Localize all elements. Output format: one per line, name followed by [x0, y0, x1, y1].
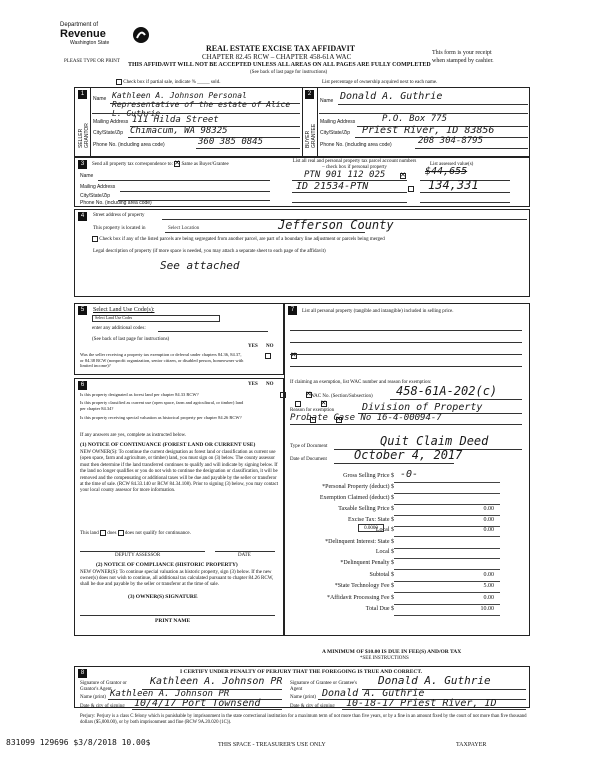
- s5-see-back: (See back of last page for instructions): [92, 337, 170, 342]
- s6-no: NO: [266, 382, 274, 387]
- grantee-name-label: Name (print): [290, 695, 316, 700]
- grantor-sig-value[interactable]: Kathleen A. Johnson PR: [150, 676, 283, 687]
- reason-value-2[interactable]: Probate Case No 16-4-00094-7: [290, 413, 442, 423]
- calc-row-underline: [394, 536, 500, 537]
- section-2-number: 2: [305, 90, 314, 99]
- s7-list-personal: List all personal property (tangible and intangible) included in selling price.: [302, 309, 454, 314]
- seller-phone-label: Phone No. (including area code): [93, 142, 165, 148]
- seller-city-value[interactable]: Chimacum, WA 98325: [130, 126, 228, 136]
- notice1-body: NEW OWNER(S): To continue the current designation as forest land or classification as current use (open space, farm and agriculture, or timber) land, you must sign on (3) below. The county assessor must then determine if the land transferred continues to qualify and will indicate by signing below. If the land no longer qualifies or you do not wish to continue the designation or classification, it will be removed and the compensating or additional taxes will be due and payable by the seller or transferor at the time of sale. (RCW 84.33.140 or RCW 84.34.108). Prior to signing (3) below, you may contact your local county assessor for more information.: [80, 450, 279, 494]
- calc-row-underline: [394, 581, 500, 582]
- form-warning: THIS AFFIDAVIT WILL NOT BE ACCEPTED UNLESS ALL AREAS ON ALL PAGES ARE FULLY COMPLETED: [128, 62, 431, 68]
- calc-row-underline: [394, 558, 500, 559]
- wac-label: WAC No. (Section/Subsection): [310, 394, 373, 399]
- print-name-label: PRINT NAME: [155, 618, 191, 624]
- calc-row-label: Taxable Selling Price $: [338, 506, 394, 512]
- segregate-row[interactable]: [92, 236, 385, 243]
- located-label: This property is located in: [93, 226, 146, 231]
- certify-statement: I CERTIFY UNDER PENALTY OF PERJURY THAT THE FOREGOING IS TRUE AND CORRECT.: [180, 669, 423, 675]
- does-label: does: [107, 531, 117, 537]
- treasurer-stamp: 831099 129696 $3/8/2018 10.00$: [6, 738, 151, 747]
- receipt-note-1: This form is your receipt: [432, 50, 492, 56]
- calc-row: [288, 527, 500, 537]
- grantee-name-value[interactable]: Donald A. Guthrie: [322, 688, 425, 699]
- owner-signature-label: (3) OWNER(S) SIGNATURE: [128, 594, 198, 600]
- buyer-mail-label: Mailing Address: [320, 119, 356, 125]
- partial-sale-label: Check box if partial sale, indicate % _____ sold.: [123, 80, 221, 86]
- calc-row: [288, 484, 500, 494]
- buyer-mail-value[interactable]: P.O. Box 775: [382, 114, 448, 124]
- calc-row-value[interactable]: 0.00: [483, 572, 494, 578]
- wac-value[interactable]: 458-61A-202(c): [396, 384, 498, 398]
- calc-row-value[interactable]: 0.00: [483, 527, 494, 533]
- assessed-header: List assessed value(s): [430, 162, 474, 167]
- calc-row-underline: [394, 482, 500, 483]
- send-correspondence[interactable]: [92, 161, 229, 168]
- calc-row-value[interactable]: 0.00: [483, 595, 494, 601]
- parcel-1-personal-checkbox[interactable]: [400, 173, 406, 179]
- calc-row-label: Subtotal $: [369, 572, 394, 578]
- calc-row: [288, 549, 500, 559]
- same-as-buyer-label: Same as Buyer/Grantee: [181, 162, 229, 168]
- calc-row-label: *Delinquent Penalty $: [340, 560, 394, 566]
- calc-row-label: Total Due $: [365, 606, 394, 612]
- calc-row-value[interactable]: 0.00: [483, 506, 494, 512]
- form-chapters: CHAPTER 82.45 RCW – CHAPTER 458-61A WAC: [202, 53, 352, 61]
- taxpayer-label: TAXPAYER: [456, 742, 487, 748]
- parcel-2-personal-checkbox[interactable]: [408, 186, 414, 192]
- calc-row-label: Local $: [375, 549, 394, 555]
- calc-row-label: Local $: [375, 527, 394, 533]
- additional-codes: enter any additional codes:: [92, 326, 146, 331]
- legal-desc-label: Legal description of property (if more space is needed, you may attach a separate sheet to each page of the affidavit): [93, 249, 326, 254]
- calc-row-label: *Personal Property (deduct) $: [322, 484, 394, 490]
- s6-q3: Is this property receiving special valuation as historical property per chapter 84.26 RCW?: [80, 415, 242, 420]
- s5-exempt-yes[interactable]: [265, 353, 271, 359]
- section-5-number: 5: [78, 306, 87, 315]
- reason-label: Reason for exemption: [290, 408, 335, 413]
- calc-row-underline: [394, 592, 500, 593]
- calc-row: [288, 606, 500, 616]
- calc-row-value[interactable]: 0.00: [483, 517, 494, 523]
- s5-no: NO: [266, 344, 274, 349]
- calc-row-underline: [394, 493, 500, 494]
- dor-emblem-icon: [132, 26, 150, 44]
- location-value[interactable]: Jefferson County: [278, 218, 394, 232]
- dept-line2: Revenue: [60, 28, 106, 40]
- calc-row-label: *Affidavit Processing Fee $: [326, 595, 394, 601]
- land-use-label: Select Land Use Code(s):: [93, 307, 155, 313]
- list-pct-note: List percentage of ownership acquired next to each name.: [322, 80, 438, 85]
- notice2-body: NEW OWNER(S): To continue special valuation as historic property, sign (3) below. If the new owner(s) does not wish to continue, all additional tax calculated pursuant to chapter 84.26 RCW, shall be due and payable by the seller or transferor at the time of sale.: [80, 570, 274, 588]
- calc-row: [288, 539, 500, 549]
- see-instructions: *SEE INSTRUCTIONS: [360, 656, 409, 661]
- section-8-number: 8: [78, 669, 87, 678]
- calc-row: [288, 560, 500, 570]
- location-select[interactable]: Select Location: [168, 226, 200, 231]
- buyer-phone-value[interactable]: 208 304-8795: [418, 136, 484, 146]
- seller-name-value[interactable]: Kathleen A. Johnson Personal Representative of the estate of Alice L. Guthrie: [112, 91, 291, 118]
- section-1-number: 1: [78, 90, 87, 99]
- calc-row: [288, 572, 500, 582]
- calc-row-value[interactable]: 10.00: [480, 606, 494, 612]
- calc-row-underline: [394, 569, 500, 570]
- calc-row: [288, 517, 500, 527]
- calc-row-underline: [394, 515, 500, 516]
- calc-row: [288, 583, 500, 593]
- s6-if-yes: If any answers are yes, complete as instructed below.: [80, 433, 187, 438]
- seller-phone-value[interactable]: 360 385 0845: [198, 137, 264, 147]
- s5-yes: YES: [248, 344, 258, 349]
- parcel-1[interactable]: PTN 901 112 025: [304, 170, 386, 180]
- form-title: REAL ESTATE EXCISE TAX AFFIDAVIT: [206, 44, 356, 53]
- calc-row: [288, 495, 500, 505]
- reason-value[interactable]: Division of Property: [362, 402, 483, 413]
- segregate-checkbox[interactable]: [92, 236, 98, 242]
- perjury-note: Perjury: Perjury is a class C felony which is punishable by imprisonment in the state correctional institution for a maximum term of not more than five years, or by a fine in an amount fixed by the court of not more than five thousand dollars ($5,000.00), or by both imprisonment and fine (RCW 9A.20.020 (1C)).: [80, 714, 527, 725]
- partial-sale-checkbox[interactable]: [116, 79, 122, 85]
- seller-city-label: City/State/Zip: [93, 130, 124, 136]
- calc-row-label: Gross Selling Price $: [343, 473, 394, 479]
- does-checkbox[interactable]: [100, 530, 106, 536]
- calc-row: [288, 595, 500, 605]
- legal-desc-value[interactable]: See attached: [160, 259, 240, 272]
- doc-date-label: Date of Document: [290, 457, 327, 462]
- s5-exempt-question: Was the seller receiving a property tax exemption or deferral under chapters 84.36, 84.37, or 84.38 RCW (nonprofit organization, senior citizen, or disabled person, homeowner with limited income)?: [80, 352, 244, 368]
- s6-yes: YES: [248, 382, 258, 387]
- s6-q2: Is this property classified as current use (open space, farm and agricultural, or timber) land per chapter 84.34?: [80, 400, 244, 411]
- grantee-sig-value[interactable]: Donald A. Guthrie: [378, 674, 491, 687]
- dept-line3: Washington State: [70, 40, 110, 46]
- calc-row-label: *Delinquent Interest: State $: [325, 539, 394, 545]
- see-back-header: (See back of last page for instructions): [250, 70, 328, 75]
- calc-row: [288, 469, 500, 483]
- notice1-title: (1) NOTICE OF CONTINUANCE (FOREST LAND OR CURRENT USE): [80, 442, 256, 448]
- grantor-name-label: Name (print): [80, 695, 106, 700]
- s7-if-claiming: If claiming an exemption, list WAC number and reason for exemption:: [290, 380, 432, 385]
- grantor-sig-label: Signature of Grantor or Grantor's Agent: [80, 681, 127, 692]
- calc-row-value[interactable]: -0-: [400, 469, 419, 480]
- please-print: PLEASE TYPE OR PRINT: [64, 59, 120, 64]
- does-not-label: does not: [124, 531, 142, 537]
- parcel-list-header: List all real and personal property tax parcel account numbers – check box if personal property: [292, 159, 417, 170]
- assessed-1[interactable]: $44,655: [425, 166, 468, 177]
- partial-sale[interactable]: [116, 79, 220, 86]
- deputy-date: DATE: [238, 553, 251, 558]
- grantee-sig-label: Signature of Grantee or Grantee's Agent: [290, 681, 357, 692]
- buyer-grantee-label: BUYER GRANTEE: [305, 123, 317, 148]
- section-7-number: 7: [288, 306, 297, 315]
- buyer-city-value[interactable]: Priest River, ID 83856: [362, 125, 495, 136]
- send-correspondence-label: Send all property tax correspondence to:: [92, 162, 173, 168]
- same-as-buyer-checkbox[interactable]: [174, 161, 180, 167]
- receipt-note-2: when stamped by cashier.: [432, 58, 494, 64]
- s6-q1: Is this property designated as forest land per chapter 84.33 RCW?: [80, 392, 199, 397]
- calc-row-underline: [394, 504, 500, 505]
- qualify-label: qualify for continuance.: [142, 531, 191, 537]
- calc-row-label: Excise Tax: State $: [348, 517, 394, 523]
- parcel-2[interactable]: ID 21534-PTN: [296, 181, 369, 192]
- calc-row-underline: [394, 615, 500, 616]
- notice2-title: (2) NOTICE OF COMPLIANCE (HISTORIC PROPERTY): [96, 562, 238, 568]
- grantor-date-value[interactable]: 10/4/17 Port Townsend: [134, 698, 261, 709]
- calc-row-value[interactable]: 5.00: [483, 583, 494, 589]
- local-rate-value: 0.0000: [364, 526, 378, 531]
- minimum-due: A MINIMUM OF $10.00 IS DUE IN FEE(S) AND/OR TAX: [322, 649, 462, 655]
- section-6-number: 6: [78, 381, 87, 390]
- grantor-name-value[interactable]: Kathleen A. Johnson PR: [110, 689, 230, 699]
- s3-mail-label: Mailing Address: [80, 184, 116, 190]
- land-use-select[interactable]: [92, 315, 220, 322]
- seller-name-label: Name: [93, 96, 107, 102]
- s3-phone-label: Phone No. (including area code): [80, 200, 152, 206]
- dept-line1: Department of: [60, 22, 99, 28]
- does-not-checkbox[interactable]: [118, 530, 124, 536]
- street-label: Street address of property: [93, 213, 145, 218]
- land-use-select-text: Select Land Use Codes: [95, 315, 133, 320]
- this-land-label: This land: [80, 531, 99, 537]
- calc-row-label: *State Technology Fee $: [334, 583, 394, 589]
- local-rate-box[interactable]: [358, 524, 384, 532]
- segregate-label: Check box if any of the listed parcels are being segregated from another parcel, are part of a boundary line adjustment or parcels being merged: [99, 237, 385, 243]
- treasurer-use-only: THIS SPACE - TREASURER'S USE ONLY: [218, 742, 326, 748]
- calc-row-label: Exemption Claimed (deduct) $: [319, 495, 394, 501]
- seller-grantor-label: SELLER GRANTOR: [78, 123, 90, 148]
- buyer-name-label: Name: [320, 98, 334, 104]
- section-4-number: 4: [78, 212, 87, 221]
- assessed-2[interactable]: 134,331: [428, 178, 479, 192]
- grantor-date-label: Date & city of signing: [80, 704, 125, 709]
- dor-logo: [60, 22, 155, 62]
- doc-type-value[interactable]: Quit Claim Deed: [380, 434, 489, 448]
- grantee-date-label: Date & city of signing: [290, 704, 335, 709]
- buyer-phone-label: Phone No. (including area code): [320, 142, 392, 148]
- this-land-row[interactable]: [80, 530, 191, 537]
- s3-city-label: City/State/Zip: [80, 193, 111, 199]
- calc-row: [288, 506, 500, 516]
- seller-mail-value[interactable]: 111 Hilda Street: [132, 115, 219, 125]
- seller-mail-label: Mailing Address: [93, 119, 129, 125]
- s3-name-label: Name: [80, 173, 94, 179]
- buyer-name-value[interactable]: Donald A. Guthrie: [340, 91, 443, 102]
- deputy-assessor: DEPUTY ASSESSOR: [115, 553, 161, 558]
- doc-type-label: Type of Document: [290, 444, 328, 449]
- calc-row-underline: [394, 604, 500, 605]
- grantee-date-value[interactable]: 10-18-17 Priest River, ID: [346, 698, 497, 709]
- buyer-city-label: City/State/Zip: [320, 130, 351, 136]
- doc-date-value[interactable]: October 4, 2017: [354, 448, 463, 462]
- section-3-number: 3: [78, 160, 87, 169]
